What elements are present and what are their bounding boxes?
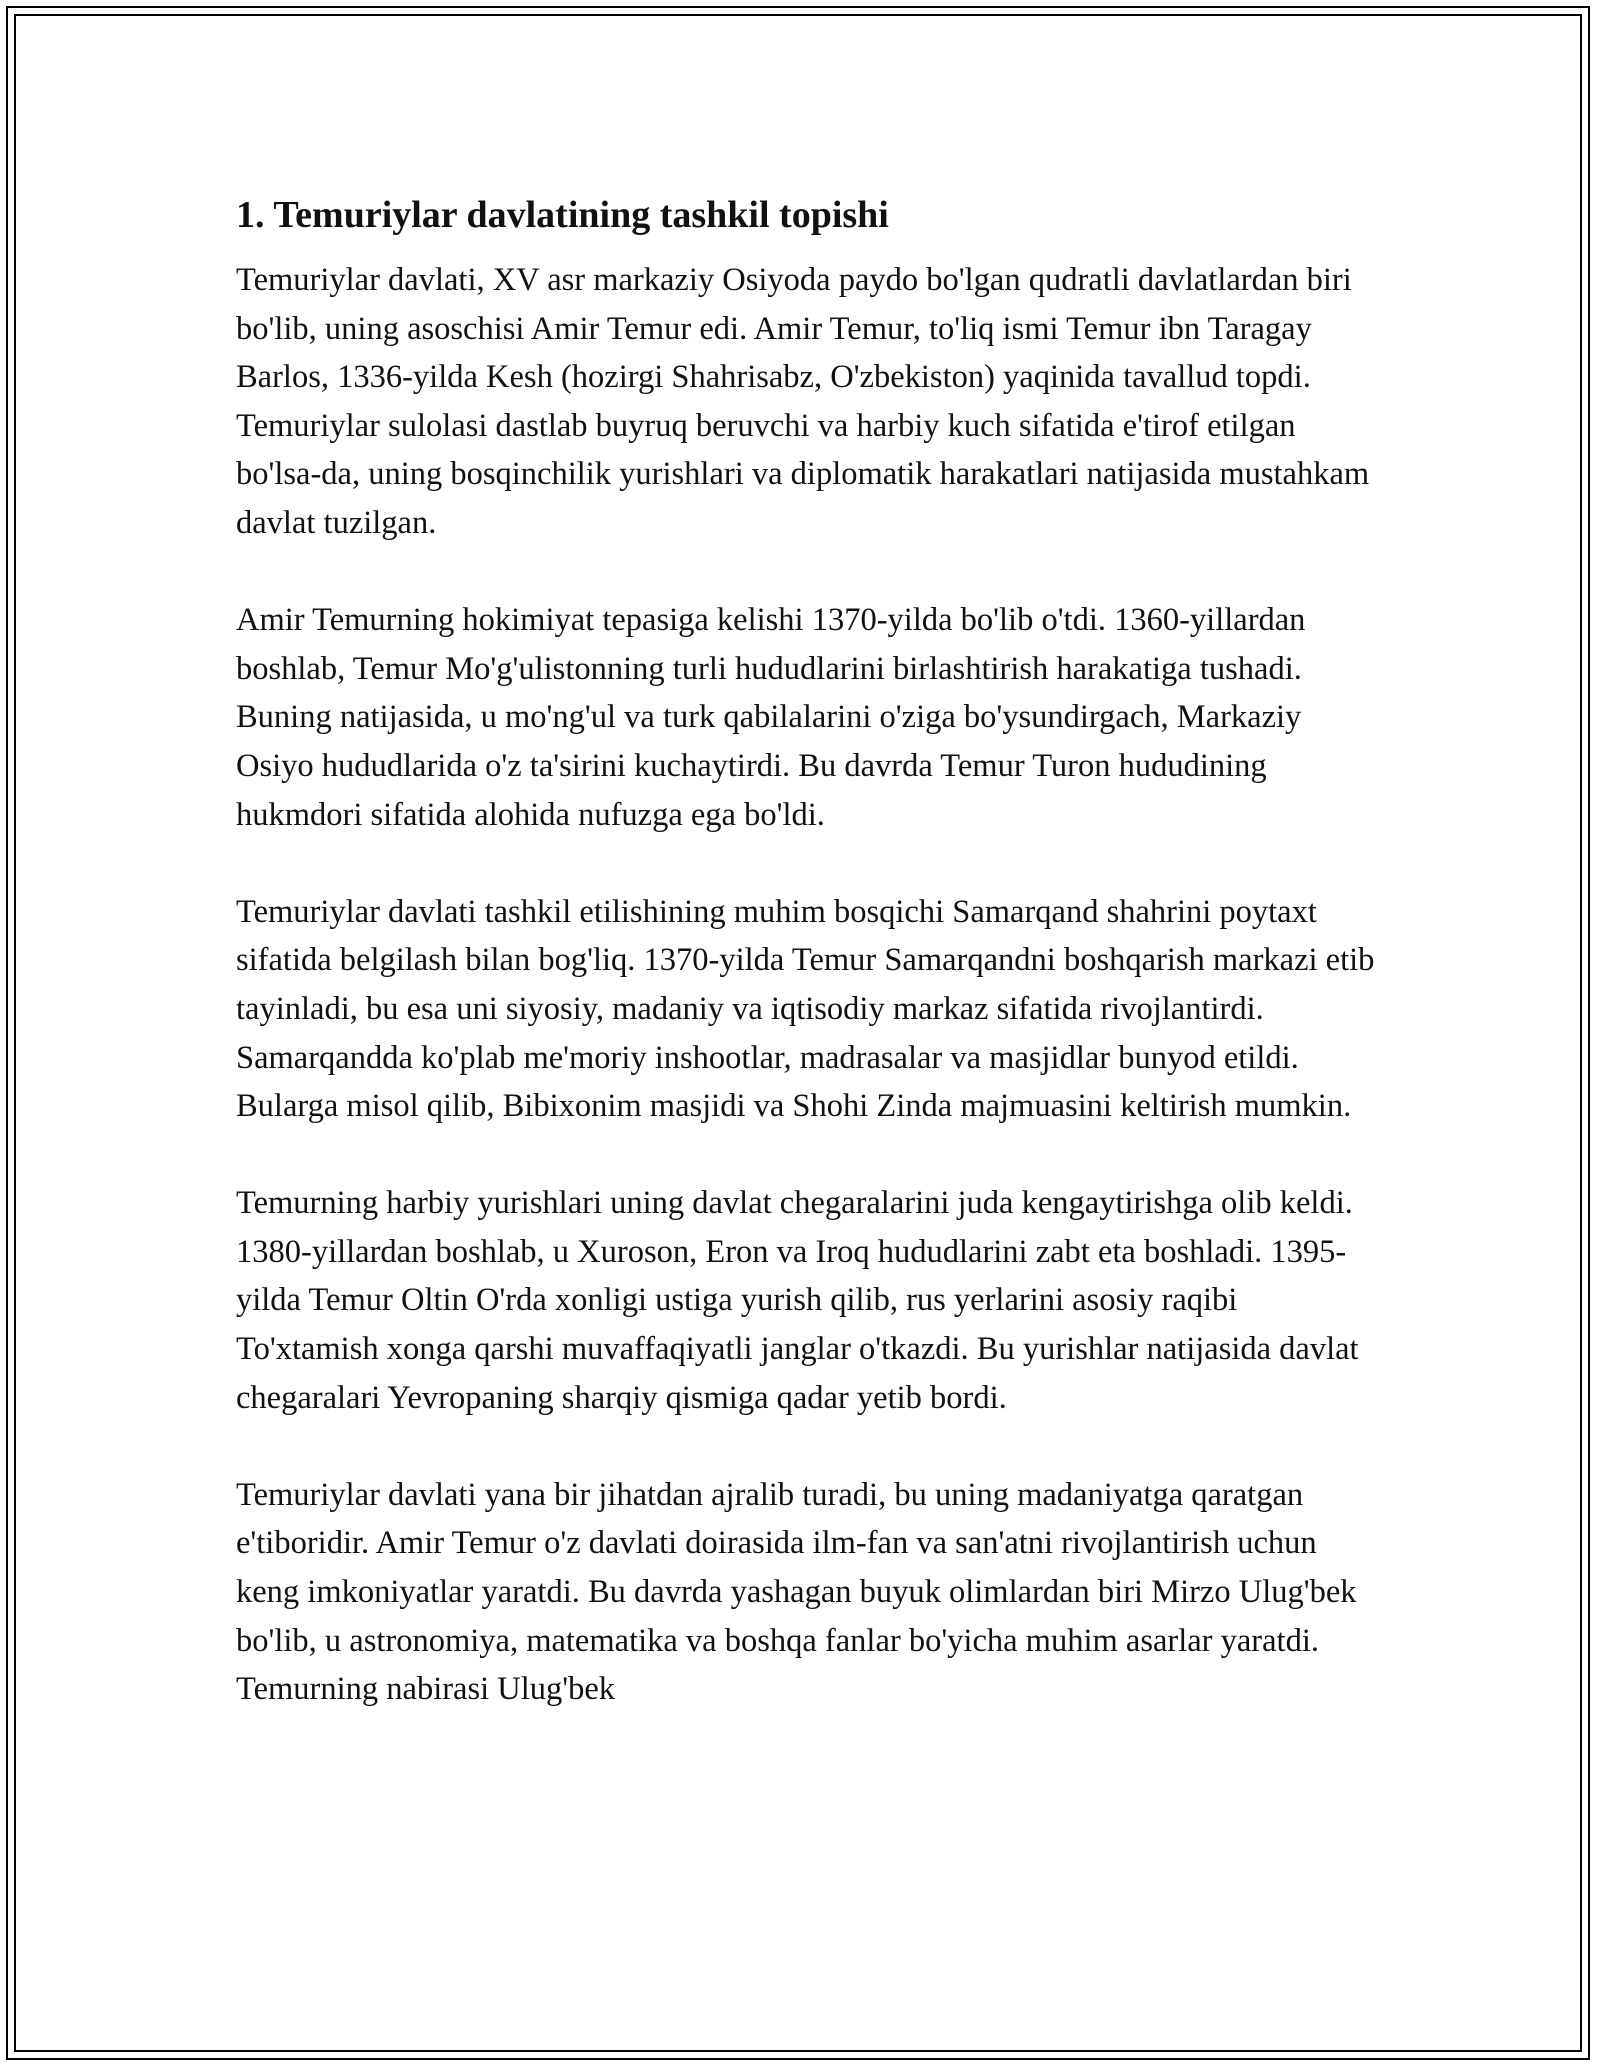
paragraph-3: Temuriylar davlati tashkil etilishining muhim bosqichi Samarqand shahrini poytaxt sifatida belgilash bilan bog'liq. 1370-yilda Temur Samarqandni boshqarish markazi etib tayinladi, bu esa uni siyosiy, madaniy va iqtisodiy markaz sifatida rivojlantirdi. Samarqandda ko'plab me'moriy inshootlar, madrasalar va masjidlar bunyod etildi. Bularga misol qilib, Bibixonim masjidi va Shohi Zinda majmuasini keltirish mumkin.	[236, 893, 1375, 1125]
paragraph-5: Temuriylar davlati yana bir jihatdan ajralib turadi, bu uning madaniyatga qaratgan e'tiboridir. Amir Temur o'z davlati doirasida ilm-fan va san'atni rivojlantirish uchun keng imkoniyatlar yaratdi. Bu davrda yashagan buyuk olimlardan biri Mirzo Ulug'bek bo'lib, u astronomiya, matematika va boshqa fanlar bo'yicha muhim asarlar yaratdi. Temurning nabirasi Ulug'bek	[236, 1476, 1357, 1708]
paragraph-1: Temuriylar davlati, XV asr markaziy Osiyoda paydo bo'lgan qudratli davlatlardan biri bo'lib, uning asoschisi Amir Temur edi. Amir Temur, to'liq ismi Temur ibn Taragay Barlos, 1336-yilda Kesh (hozirgi Shahrisabz, O'zbekiston) yaqinida tavallud topdi. Temuriylar sulolasi dastlab buyruq beruvchi va harbiy kuch sifatida e'tirof etilgan bo'lsa-da, uning bosqinchilik yurishlari va diplomatik harakatlari natijasida mustahkam davlat tuzilgan.	[236, 262, 1370, 541]
section-heading: 1. Temuriylar davlatining tashkil topishi	[236, 194, 889, 236]
paragraph-2: Amir Temurning hokimiyat tepasiga kelishi 1370-yilda bo'lib o'tdi. 1360-yillardan boshlab, Temur Mo'g'ulistonning turli hududlarini birlashtirish harakatiga tushadi. Buning natijasida, u mo'ng'ul va turk qabilalarini o'ziga bo'ysundirgach, Markaziy Osiyo hududlarida o'z ta'sirini kuchaytirdi. Bu davrda Temur Turon hududining hukmdori sifatida alohida nufuzga ega bo'ldi.	[236, 602, 1306, 833]
paragraph-4: Temurning harbiy yurishlari uning davlat chegaralarini juda kengaytirishga olib keldi. 1380-yillardan boshlab, u Xuroson, Eron va Iroq hududlarini zabt eta boshladi. 1395-yilda Temur Oltin O'rda xonligi ustiga yurish qilib, rus yerlarini asosiy raqibi To'xtamish xonga qarshi muvaffaqiyatli janglar o'tkazdi. Bu yurishlar natijasida davlat chegaralari Yevropaning sharqiy qismiga qadar yetib bordi.	[236, 1185, 1359, 1416]
document-body	[236, 188, 1376, 1762]
